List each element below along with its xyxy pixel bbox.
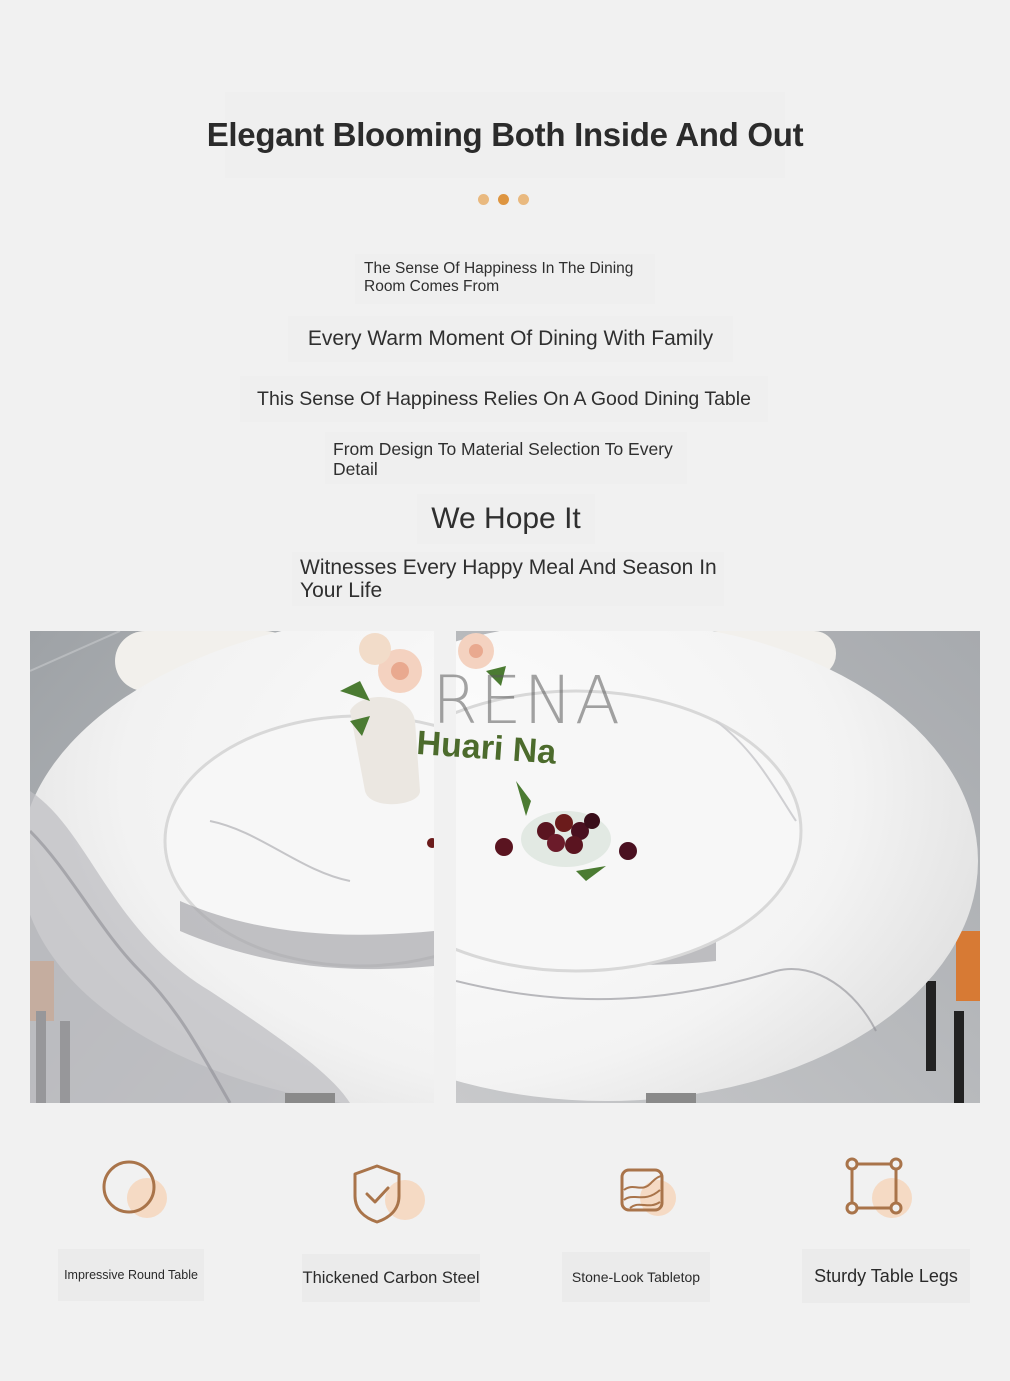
story-line-1: The Sense Of Happiness In The Dining Room Comes From xyxy=(355,254,655,304)
dot xyxy=(478,194,489,205)
marble-texture-icon xyxy=(612,1160,692,1240)
brand-logo-watermark: RENA xyxy=(432,662,623,739)
feature-label-round-table: Impressive Round Table xyxy=(58,1249,204,1301)
circle-icon xyxy=(95,1152,175,1232)
decorative-dots xyxy=(478,194,538,208)
story-line-6: Witnesses Every Happy Meal And Season In Your Life xyxy=(292,552,724,606)
page-title: Elegant Blooming Both Inside And Out xyxy=(225,92,785,178)
table-legs-frame-icon xyxy=(840,1152,920,1232)
story-line-4: From Design To Material Selection To Every Detail xyxy=(325,432,687,484)
feature-label-table-legs: Sturdy Table Legs xyxy=(802,1249,970,1303)
story-line-2: Every Warm Moment Of Dining With Family xyxy=(288,316,733,362)
feature-label-carbon-steel: Thickened Carbon Steel xyxy=(302,1254,480,1302)
story-line-5: We Hope It xyxy=(417,494,595,544)
shield-check-icon xyxy=(345,1158,425,1238)
product-photo-left xyxy=(30,631,434,1103)
feature-label-stone-tabletop: Stone-Look Tabletop xyxy=(562,1252,710,1302)
story-line-3: This Sense Of Happiness Relies On A Good Dining Table xyxy=(240,376,768,422)
dot xyxy=(498,194,509,205)
dot xyxy=(518,194,529,205)
brand-text-watermark: Huari Na xyxy=(415,724,558,772)
